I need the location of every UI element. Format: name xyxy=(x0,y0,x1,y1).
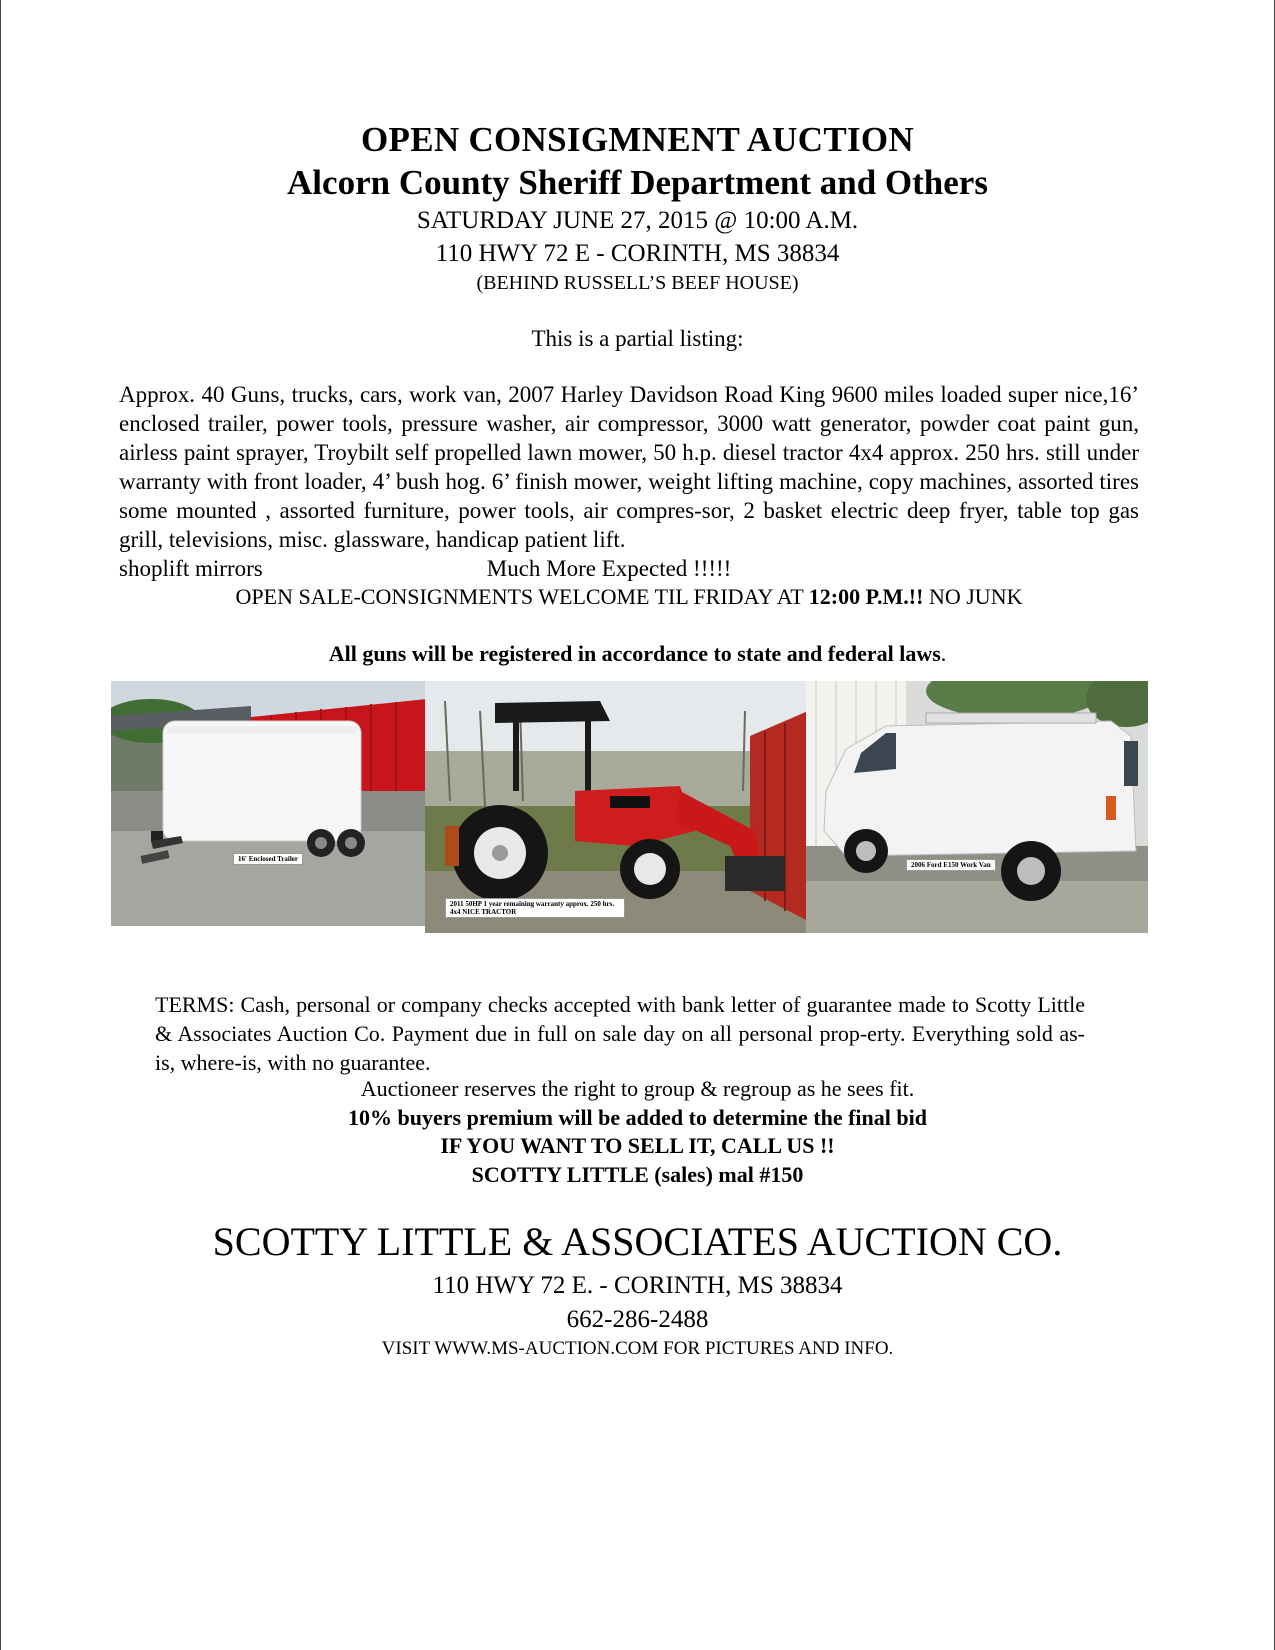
trailer-photo xyxy=(111,681,427,926)
guns-notice xyxy=(0,641,1275,667)
tractor-photo xyxy=(425,681,808,933)
van-image xyxy=(806,681,1148,933)
open-sale-suffix: NO JUNK xyxy=(923,584,1023,609)
auction-date: SATURDAY JUNE 27, 2015 @ 10:00 A.M. xyxy=(416,207,859,234)
more-expected: Much More Expected !!!!! xyxy=(486,556,732,581)
reserve-notice: Auctioneer reserves the right to group & regroup as he sees fit. xyxy=(360,1076,915,1101)
trailer-caption: 16' Enclosed Trailer xyxy=(233,853,303,865)
guns-notice-period: . xyxy=(940,641,947,666)
open-sale-prefix: OPEN SALE-CONSIGNMENTS WELCOME TIL FRIDAY AT xyxy=(235,584,809,609)
terms-paragraph: TERMS: Cash, personal or company checks accepted with bank letter of guarantee made to Scotty Little & Associates Auction Co. Payment due in full on sale day on all personal prop-erty. Everything sold as-is, where-is, with no guarantee. xyxy=(155,992,1085,1075)
company-name: SCOTTY LITTLE & ASSOCIATES AUCTION CO. xyxy=(212,1219,1063,1264)
item-listing xyxy=(119,380,1139,583)
auction-subtitle: Alcorn County Sheriff Department and Others xyxy=(287,163,988,202)
van-caption: 2006 Ford E150 Work Van xyxy=(906,859,996,871)
van-photo xyxy=(806,681,1148,933)
last-item: shoplift mirrors xyxy=(119,556,263,581)
item-listing-tail xyxy=(119,554,1139,583)
company-address: 110 HWY 72 E. - CORINTH, MS 38834 xyxy=(432,1272,843,1299)
open-sale-time: 12:00 P.M.!! xyxy=(808,584,924,609)
company-phone: 662-286-2488 xyxy=(566,1306,709,1333)
auction-landmark: (BEHIND RUSSELL’S BEEF HOUSE) xyxy=(476,272,799,294)
website-notice: VISIT WWW.MS-AUCTION.COM FOR PICTURES AND INFO. xyxy=(381,1338,894,1359)
sell-it-callout: IF YOU WANT TO SELL IT, CALL US !! xyxy=(440,1133,835,1158)
tractor-image xyxy=(425,681,808,933)
tractor-caption: 2011 50HP 1 year remaining warranty approx. 250 hrs. 4x4 NICE TRACTOR xyxy=(445,898,625,918)
sales-contact: SCOTTY LITTLE (sales) mal #150 xyxy=(471,1162,804,1187)
buyers-premium-notice: 10% buyers premium will be added to determine the final bid xyxy=(348,1105,927,1130)
auction-address: 110 HWY 72 E - CORINTH, MS 38834 xyxy=(435,240,840,267)
trailer-image xyxy=(111,681,427,926)
open-sale-notice xyxy=(119,583,1139,611)
item-listing-text: Approx. 40 Guns, trucks, cars, work van, 2007 Harley Davidson Road King 9600 miles loaded super nice,16’ enclosed trailer, power tools, pressure washer, air compressor, 3000 watt generator, powder coat paint gun, airless paint sprayer, Troybilt self propelled lawn mower, 50 h.p. diesel tractor 4x4 approx. 250 hrs. still under warranty with front loader, 4’ bush hog. 6’ finish mower, weight lifting machine, copy machines, assorted tires some mounted , assorted furniture, power tools, air compres-sor, 2 basket electric deep fryer, table top gas grill, televisions, misc. glassware, handicap patient lift. xyxy=(119,382,1139,552)
partial-listing-intro: This is a partial listing: xyxy=(531,326,744,351)
guns-notice-text: All guns will be registered in accordance to state and federal laws xyxy=(328,641,941,666)
auction-title: OPEN CONSIGMNENT AUCTION xyxy=(360,120,914,159)
